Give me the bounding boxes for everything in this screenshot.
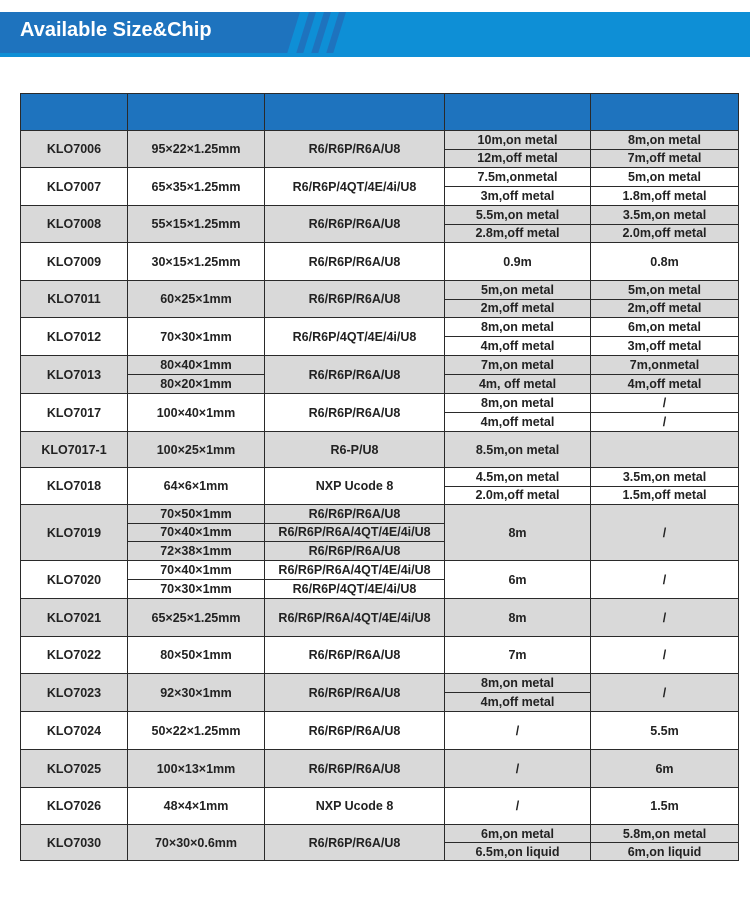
cell-model: KLO7024: [21, 712, 128, 750]
cell-range-2: /: [591, 505, 739, 561]
cell-chip: R6/R6P/4QT/4E/4i/U8: [265, 168, 445, 206]
table-row: [21, 131, 739, 150]
header-size: [128, 94, 265, 131]
cell-model: KLO7007: [21, 168, 128, 206]
cell-range-2: /: [591, 413, 739, 432]
cell-range-1: /: [445, 712, 591, 750]
cell-size: 70×40×1mm: [128, 523, 265, 542]
cell-chip: R6/R6P/R6A/U8: [265, 131, 445, 168]
cell-range-1: 4.5m,on metal: [445, 468, 591, 487]
cell-range-2: 8m,on metal: [591, 131, 739, 150]
cell-model: KLO7030: [21, 825, 128, 861]
cell-size: 70×30×0.6mm: [128, 825, 265, 861]
cell-size: 80×40×1mm: [128, 356, 265, 375]
cell-chip: R6/R6P/R6A/U8: [265, 505, 445, 524]
cell-range-1: 4m,off metal: [445, 337, 591, 356]
cell-range-2: 1.5m,off metal: [591, 486, 739, 505]
section-title: Available Size&Chip: [20, 19, 212, 41]
cell-size: 70×30×1mm: [128, 580, 265, 599]
cell-range-2: 5m,on metal: [591, 168, 739, 187]
cell-range-1: 7m: [445, 637, 591, 674]
header-model: [21, 94, 128, 131]
header-chip: [265, 94, 445, 131]
table-row: [21, 432, 739, 468]
cell-size: 92×30×1mm: [128, 674, 265, 712]
cell-chip: R6/R6P/R6A/U8: [265, 674, 445, 712]
cell-range-2: 4m,off metal: [591, 375, 739, 394]
cell-range-2: 3.5m,on metal: [591, 468, 739, 487]
cell-model: KLO7008: [21, 206, 128, 243]
cell-size: 100×13×1mm: [128, 750, 265, 788]
cell-range-2: 6m: [591, 750, 739, 788]
cell-model: KLO7013: [21, 356, 128, 394]
cell-chip: R6/R6P/4QT/4E/4i/U8: [265, 580, 445, 599]
cell-chip: R6/R6P/R6A/U8: [265, 637, 445, 674]
cell-range-1: 8m,on metal: [445, 674, 591, 693]
cell-chip: R6-P/U8: [265, 432, 445, 468]
cell-chip: R6/R6P/R6A/U8: [265, 542, 445, 561]
cell-model: KLO7021: [21, 599, 128, 637]
cell-chip: R6/R6P/R6A/U8: [265, 243, 445, 281]
cell-range-2: [591, 432, 739, 468]
cell-range-2: 3.5m,on metal: [591, 206, 739, 225]
cell-size: 100×25×1mm: [128, 432, 265, 468]
cell-size: 60×25×1mm: [128, 281, 265, 318]
cell-range-1: 6.5m,on liquid: [445, 843, 591, 861]
cell-range-2: /: [591, 599, 739, 637]
cell-model: KLO7012: [21, 318, 128, 356]
cell-range-1: 6m: [445, 561, 591, 599]
cell-model: KLO7006: [21, 131, 128, 168]
cell-size: 80×50×1mm: [128, 637, 265, 674]
cell-range-1: 0.9m: [445, 243, 591, 281]
cell-chip: R6/R6P/R6A/U8: [265, 750, 445, 788]
cell-chip: R6/R6P/R6A/U8: [265, 394, 445, 432]
table-row: [21, 825, 739, 843]
cell-size: 70×30×1mm: [128, 318, 265, 356]
cell-model: KLO7011: [21, 281, 128, 318]
cell-range-1: 10m,on metal: [445, 131, 591, 150]
cell-range-1: 8m: [445, 505, 591, 561]
cell-range-1: 5.5m,on metal: [445, 206, 591, 225]
table-row: [21, 561, 739, 580]
cell-size: 30×15×1.25mm: [128, 243, 265, 281]
cell-size: 100×40×1mm: [128, 394, 265, 432]
cell-model: KLO7017-1: [21, 432, 128, 468]
cell-size: 64×6×1mm: [128, 468, 265, 505]
cell-range-1: 2.8m,off metal: [445, 224, 591, 243]
cell-range-1: 3m,off metal: [445, 187, 591, 206]
table-row: [21, 468, 739, 487]
cell-range-1: 4m,off metal: [445, 413, 591, 432]
cell-size: 48×4×1mm: [128, 788, 265, 825]
cell-model: KLO7026: [21, 788, 128, 825]
cell-range-1: 5m,on metal: [445, 281, 591, 300]
cell-model: KLO7020: [21, 561, 128, 599]
cell-range-2: 5.8m,on metal: [591, 825, 739, 843]
cell-chip: NXP Ucode 8: [265, 788, 445, 825]
cell-chip: R6/R6P/R6A/4QT/4E/4i/U8: [265, 599, 445, 637]
table-row: [21, 281, 739, 300]
cell-size: 80×20×1mm: [128, 375, 265, 394]
cell-range-1: 4m,off metal: [445, 693, 591, 712]
cell-range-1: 8m,on metal: [445, 394, 591, 413]
cell-range-1: /: [445, 788, 591, 825]
cell-model: KLO7009: [21, 243, 128, 281]
table-row: [21, 637, 739, 674]
cell-range-2: 6m,on liquid: [591, 843, 739, 861]
header-range-1: [445, 94, 591, 131]
cell-range-2: /: [591, 674, 739, 712]
cell-range-1: 12m,off metal: [445, 149, 591, 168]
cell-range-2: 3m,off metal: [591, 337, 739, 356]
cell-chip: NXP Ucode 8: [265, 468, 445, 505]
cell-range-1: /: [445, 750, 591, 788]
cell-range-2: /: [591, 394, 739, 413]
cell-range-2: 7m,onmetal: [591, 356, 739, 375]
cell-model: KLO7019: [21, 505, 128, 561]
cell-chip: R6/R6P/R6A/4QT/4E/4i/U8: [265, 523, 445, 542]
spec-table: [20, 93, 739, 861]
cell-range-2: 1.5m: [591, 788, 739, 825]
cell-chip: R6/R6P/R6A/U8: [265, 356, 445, 394]
cell-chip: R6/R6P/R6A/U8: [265, 281, 445, 318]
cell-size: 70×50×1mm: [128, 505, 265, 524]
cell-range-2: 1.8m,off metal: [591, 187, 739, 206]
cell-range-1: 7.5m,onmetal: [445, 168, 591, 187]
cell-model: KLO7018: [21, 468, 128, 505]
table-body: [21, 131, 739, 861]
cell-size: 55×15×1.25mm: [128, 206, 265, 243]
cell-size: 70×40×1mm: [128, 561, 265, 580]
cell-chip: R6/R6P/R6A/U8: [265, 825, 445, 861]
cell-size: 72×38×1mm: [128, 542, 265, 561]
cell-range-2: 6m,on metal: [591, 318, 739, 337]
table-row: [21, 318, 739, 337]
table-row: [21, 505, 739, 524]
cell-model: KLO7022: [21, 637, 128, 674]
table-row: [21, 599, 739, 637]
section-header: [0, 12, 750, 57]
cell-range-2: 2.0m,off metal: [591, 224, 739, 243]
cell-size: 95×22×1.25mm: [128, 131, 265, 168]
cell-model: KLO7023: [21, 674, 128, 712]
cell-range-1: 4m, off metal: [445, 375, 591, 394]
cell-chip: R6/R6P/4QT/4E/4i/U8: [265, 318, 445, 356]
cell-range-2: 0.8m: [591, 243, 739, 281]
cell-size: 65×25×1.25mm: [128, 599, 265, 637]
cell-size: 65×35×1.25mm: [128, 168, 265, 206]
cell-model: KLO7017: [21, 394, 128, 432]
cell-range-1: 2m,off metal: [445, 299, 591, 318]
cell-range-1: 8.5m,on metal: [445, 432, 591, 468]
cell-chip: R6/R6P/R6A/4QT/4E/4i/U8: [265, 561, 445, 580]
cell-range-2: /: [591, 637, 739, 674]
cell-range-2: 5.5m: [591, 712, 739, 750]
table-header-row: [21, 94, 739, 131]
header-range-2: [591, 94, 739, 131]
table-row: [21, 356, 739, 375]
cell-range-1: 8m: [445, 599, 591, 637]
cell-range-2: 2m,off metal: [591, 299, 739, 318]
cell-range-1: 8m,on metal: [445, 318, 591, 337]
table-row: [21, 674, 739, 693]
cell-range-1: 6m,on metal: [445, 825, 591, 843]
table-row: [21, 243, 739, 281]
table-row: [21, 788, 739, 825]
table-row: [21, 712, 739, 750]
table-row: [21, 206, 739, 225]
cell-range-2: 7m,off metal: [591, 149, 739, 168]
cell-range-2: 5m,on metal: [591, 281, 739, 300]
cell-range-1: 7m,on metal: [445, 356, 591, 375]
cell-chip: R6/R6P/R6A/U8: [265, 712, 445, 750]
cell-model: KLO7025: [21, 750, 128, 788]
table-row: [21, 750, 739, 788]
cell-chip: R6/R6P/R6A/U8: [265, 206, 445, 243]
cell-size: 50×22×1.25mm: [128, 712, 265, 750]
cell-range-1: 2.0m,off metal: [445, 486, 591, 505]
table-row: [21, 168, 739, 187]
table-row: [21, 394, 739, 413]
cell-range-2: /: [591, 561, 739, 599]
